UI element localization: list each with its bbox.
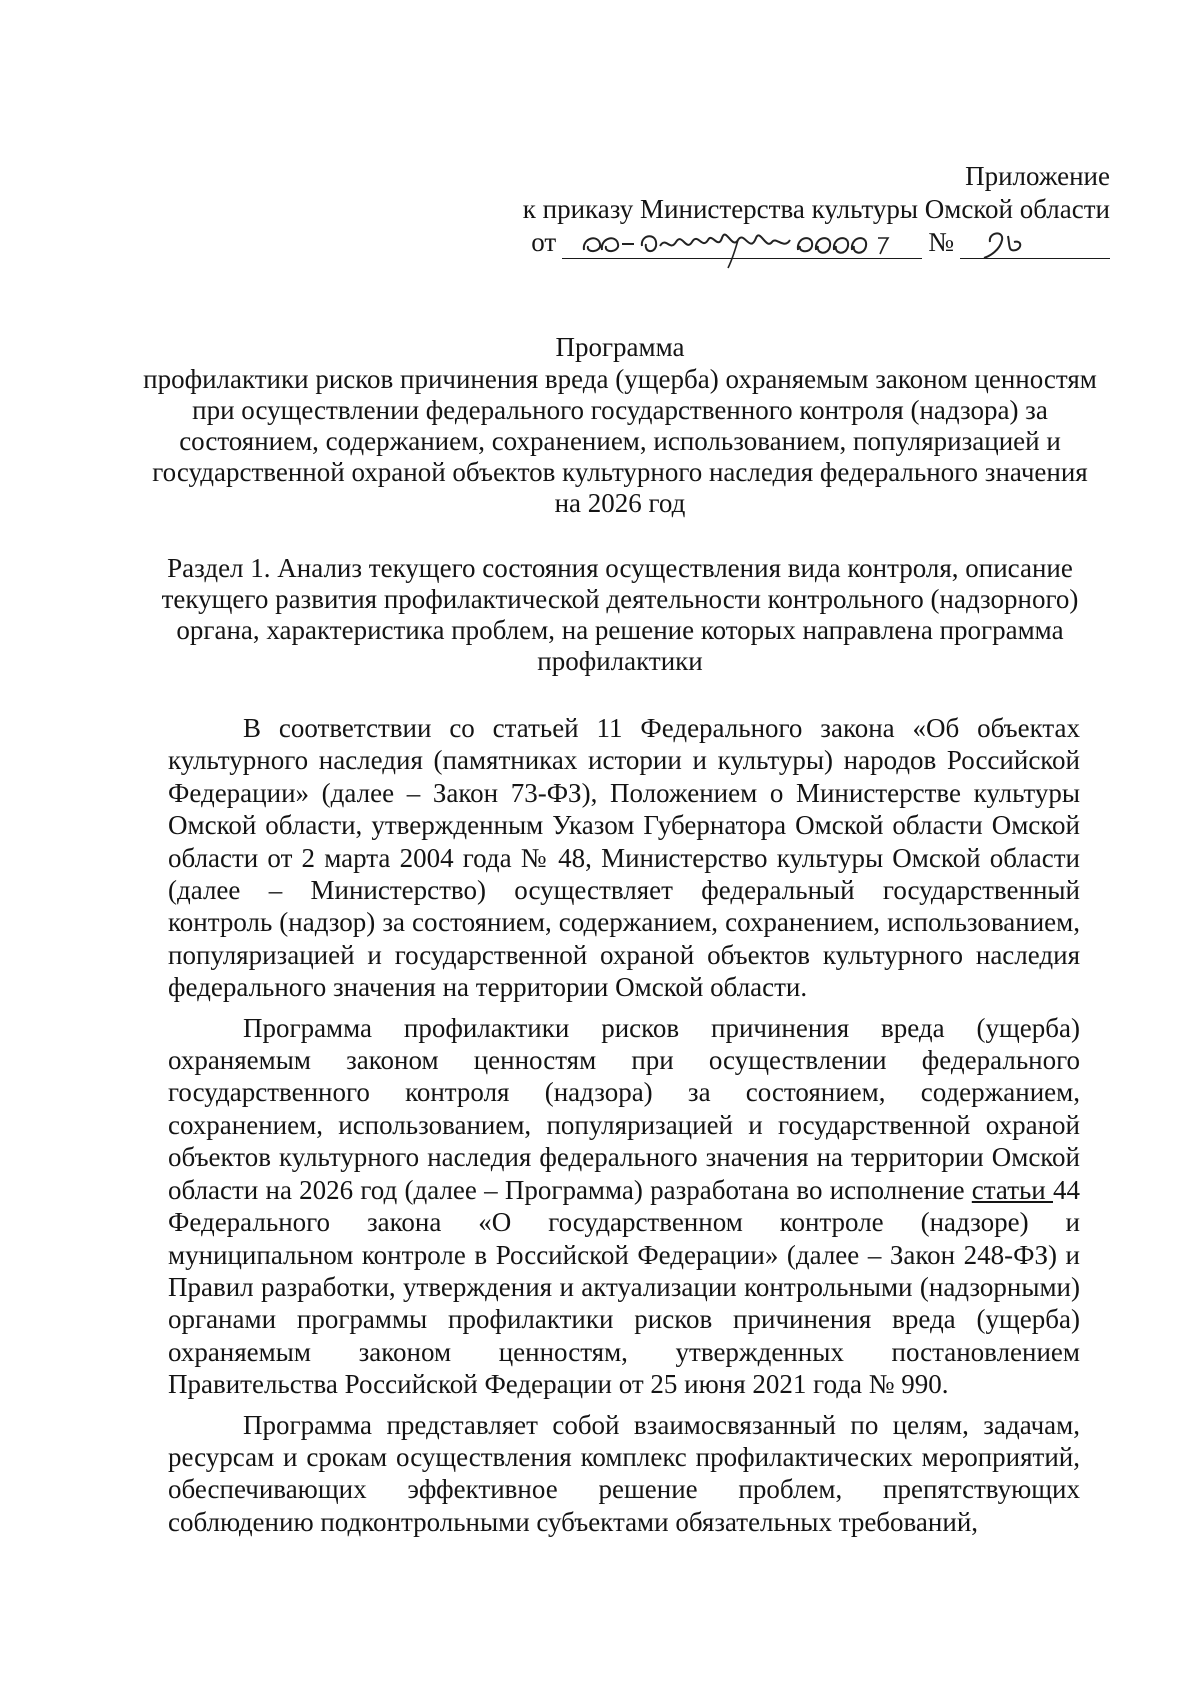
appendix-order-reference: к приказу Министерства культуры Омской области xyxy=(522,194,1110,224)
appendix-header xyxy=(523,160,1110,259)
handwritten-date-field xyxy=(562,228,922,259)
number-prefix: № xyxy=(928,227,954,257)
handwritten-number-signature xyxy=(960,216,1110,266)
paragraph-1: В соответствии со статьей 11 Федерального закона «Об объектах культурного наследия (памятниках истории и культуры) народов Российской Федерации» (далее – Закон 73-ФЗ), Положением о Министерстве культуры Омской области, утвержденным Указом Губернатора Омской области Омской области от 2 марта 2004 года № 48, Министерство культуры Омской области (далее – Министерство) осуществляет федеральный государственный контроль (надзор) за состоянием, содержанием, сохранением, использованием, популяризацией и государственной охраной объектов культурного наследия федерального значения на территории Омской области. xyxy=(168,713,1080,1003)
document-body xyxy=(168,712,1080,1546)
program-subtitle: профилактики рисков причинения вреда (ущерба) охраняемым законом ценностям при осуществлении федерального государственного контроля (надзора) за состоянием, содержанием, сохранением, использованием, популяризацией и государственной охраной объектов культурного наследия федерального значения на 2026 год xyxy=(143,364,1097,518)
handwritten-number-field xyxy=(960,228,1110,259)
paragraph-2-end: 44 Федерального закона «О государственном контроле (надзоре) и муниципальном контроле в Российской Федерации» (далее – Закон 248-ФЗ) и Правил разработки, утверждения и актуализации контрольными (надзорными) органами программы профилактики рисков причинения вреда (ущерба) охраняемым законом ценностям, утвержденных постановлением Правительства Российской Федерации от 25 июня 2021 года № 990. xyxy=(168,1174,1080,1400)
order-date-number-line xyxy=(523,226,1110,259)
section-heading: Раздел 1. Анализ текущего состояния осуществления вида контроля, описание текущего развития профилактической деятельности контрольного (надзорного) органа, характеристика проблем, на решение которых направлена программа профилактики xyxy=(161,553,1079,676)
paragraph-3: Программа представляет собой взаимосвязанный по целям, задачам, ресурсам и срокам осуществления комплекс профилактических мероприятий, обеспечивающих эффективное решение проблем, препятствующих соблюдению подконтрольными субъектами обязательных требований, xyxy=(168,1409,1080,1537)
program-title: Программа xyxy=(555,332,685,362)
date-prefix: от xyxy=(531,227,557,257)
program-title-block xyxy=(140,332,1100,519)
handwritten-date-signature xyxy=(562,216,922,266)
paragraph-2-start: Программа профилактики рисков причинения вреда (ущерба) охраняемым законом ценностям при осуществлении федерального государственного контроля (надзора) за состоянием, содержанием, сохранением, использованием, популяризацией и государственной охраной объектов культурного наследия федерального значения на территории Омской области на 2026 год (далее – Программа) разработана во исполнение xyxy=(168,1012,1080,1205)
paragraph-2 xyxy=(168,1012,1080,1401)
article-link[interactable]: статьи xyxy=(971,1174,1053,1205)
appendix-title: Приложение xyxy=(965,161,1110,191)
